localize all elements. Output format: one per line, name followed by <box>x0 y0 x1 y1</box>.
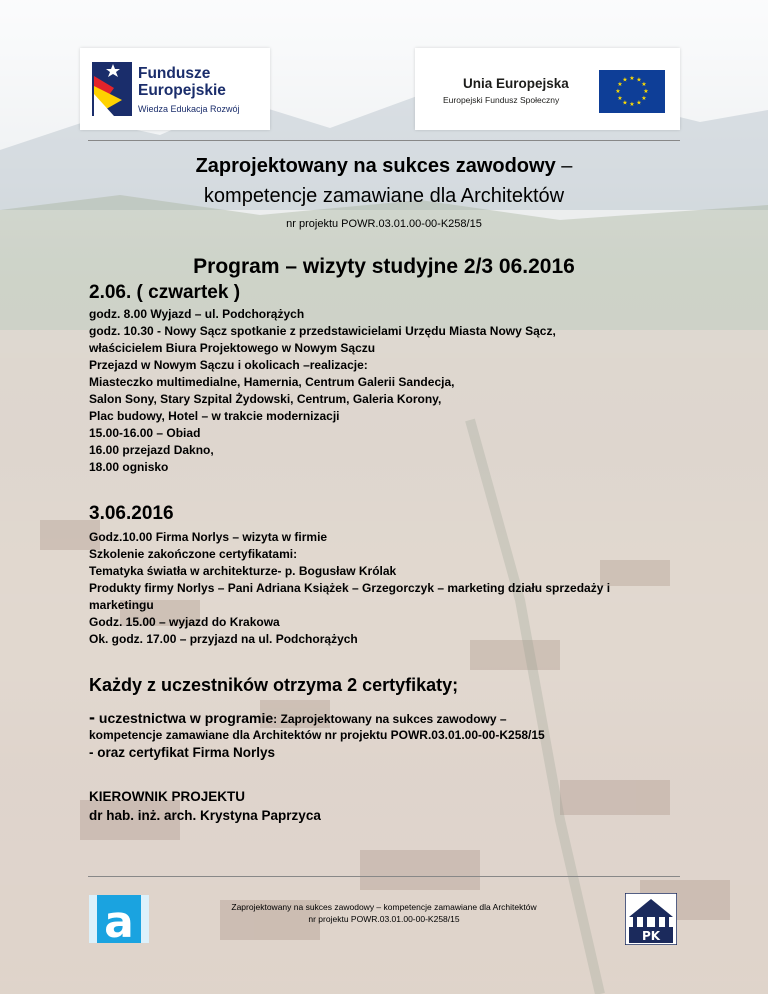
schedule-line: Plac budowy, Hotel – w trakcie modernizacji <box>89 409 340 423</box>
page-title: Zaprojektowany na sukces zawodowy – <box>195 155 573 177</box>
fe-logo-subtitle: Wiedza Edukacja Rozwój <box>138 104 240 114</box>
fundusze-europejskie-logo <box>80 48 270 130</box>
header-divider <box>88 140 680 141</box>
svg-text:★: ★ <box>641 95 647 102</box>
schedule-line: Produkty firmy Norlys – Pani Adriana Książek – Grzegorczyk – marketing działu sprzedaży i <box>89 581 611 595</box>
eu-flag-icon <box>599 70 665 113</box>
svg-text:★: ★ <box>622 76 628 84</box>
svg-text:★: ★ <box>641 81 647 88</box>
svg-text:★: ★ <box>636 76 642 84</box>
schedule-line: godz. 8.00 Wyjazd – ul. Podchorążych <box>89 307 305 321</box>
certificates-heading: Każdy z uczestników otrzyma 2 certyfikaty; <box>89 675 459 695</box>
day2-schedule <box>89 529 610 648</box>
schedule-line: Salon Sony, Stary Szpital Żydowski, Centrum, Galeria Korony, <box>89 392 442 406</box>
certificate-line-1: - uczestnictwa w programie: Zaprojektowany na sukces zawodowy – <box>89 707 507 727</box>
svg-text:PK: PK <box>641 929 661 943</box>
schedule-line: Miasteczko multimedialne, Hamernia, Centrum Galerii Sandecja, <box>89 375 455 389</box>
schedule-line: 15.00-16.00 – Obiad <box>89 426 201 440</box>
schedule-line: właścicielem Biura Projektowego w Nowym Sączu <box>89 341 376 355</box>
schedule-line: 16.00 przejazd Dakno, <box>89 443 214 457</box>
svg-text:★: ★ <box>617 95 623 102</box>
footer-divider <box>88 876 680 877</box>
schedule-line: 18.00 ognisko <box>89 460 169 474</box>
schedule-line: Tematyka światła w architekturze- p. Bogusław Królak <box>89 564 397 578</box>
manager-name: dr hab. inż. arch. Krystyna Paprzyca <box>89 808 321 823</box>
schedule-line: Szkolenie zakończone certyfikatami: <box>89 547 298 561</box>
manager-label: KIEROWNIK PROJEKTU <box>89 789 246 804</box>
svg-text:★: ★ <box>643 88 649 95</box>
day1-schedule <box>89 306 556 476</box>
ue-logo-subtitle: Europejski Fundusz Społeczny <box>443 95 560 105</box>
ue-logo-title: Unia Europejska <box>463 76 569 91</box>
svg-text:a: a <box>104 897 134 943</box>
schedule-line: Godz.10.00 Firma Norlys – wizyta w firmie <box>89 530 328 544</box>
day2-heading: 3.06.2016 <box>89 503 174 524</box>
page-subtitle: kompetencje zamawiane dla Architektów <box>203 185 565 207</box>
program-heading: Program – wizyty studyjne 2/3 06.2016 <box>193 255 575 278</box>
svg-text:★: ★ <box>617 81 623 88</box>
certificate-line-2: kompetencje zamawiane dla Architektów nr projektu POWR.03.01.00-00-K258/15 <box>89 728 545 742</box>
unia-europejska-logo <box>415 48 680 130</box>
schedule-line: Ok. godz. 17.00 – przyjazd na ul. Podchorążych <box>89 632 358 646</box>
fe-logo-title: Fundusze Europejskie <box>138 65 226 99</box>
footer-text: Zaprojektowany na sukces zawodowy – kompetencje zamawiane dla Architektów nr projektu POWR.03.01.00-00-K258/15 <box>231 902 537 924</box>
schedule-line: marketingu <box>89 598 154 612</box>
svg-text:★: ★ <box>622 99 628 107</box>
svg-text:★: ★ <box>629 101 635 108</box>
certificate-line-3: - oraz certyfikat Firma Norlys <box>89 745 276 760</box>
svg-text:★: ★ <box>615 88 621 95</box>
day1-heading: 2.06. ( czwartek ) <box>89 282 241 303</box>
svg-text:★: ★ <box>636 99 642 107</box>
pk-university-logo-icon <box>625 893 677 945</box>
schedule-line: godz. 10.30 - Nowy Sącz spotkanie z przedstawicielami Urzędu Miasta Nowy Sącz, <box>89 324 556 338</box>
fe-star-icon <box>92 58 132 118</box>
schedule-line: Godz. 15.00 – wyjazd do Krakowa <box>89 615 280 629</box>
svg-text:★: ★ <box>629 75 635 82</box>
schedule-line: Przejazd w Nowym Sączu i okolicach –realizacje: <box>89 358 368 372</box>
project-number: nr projektu POWR.03.01.00-00-K258/15 <box>286 218 482 230</box>
